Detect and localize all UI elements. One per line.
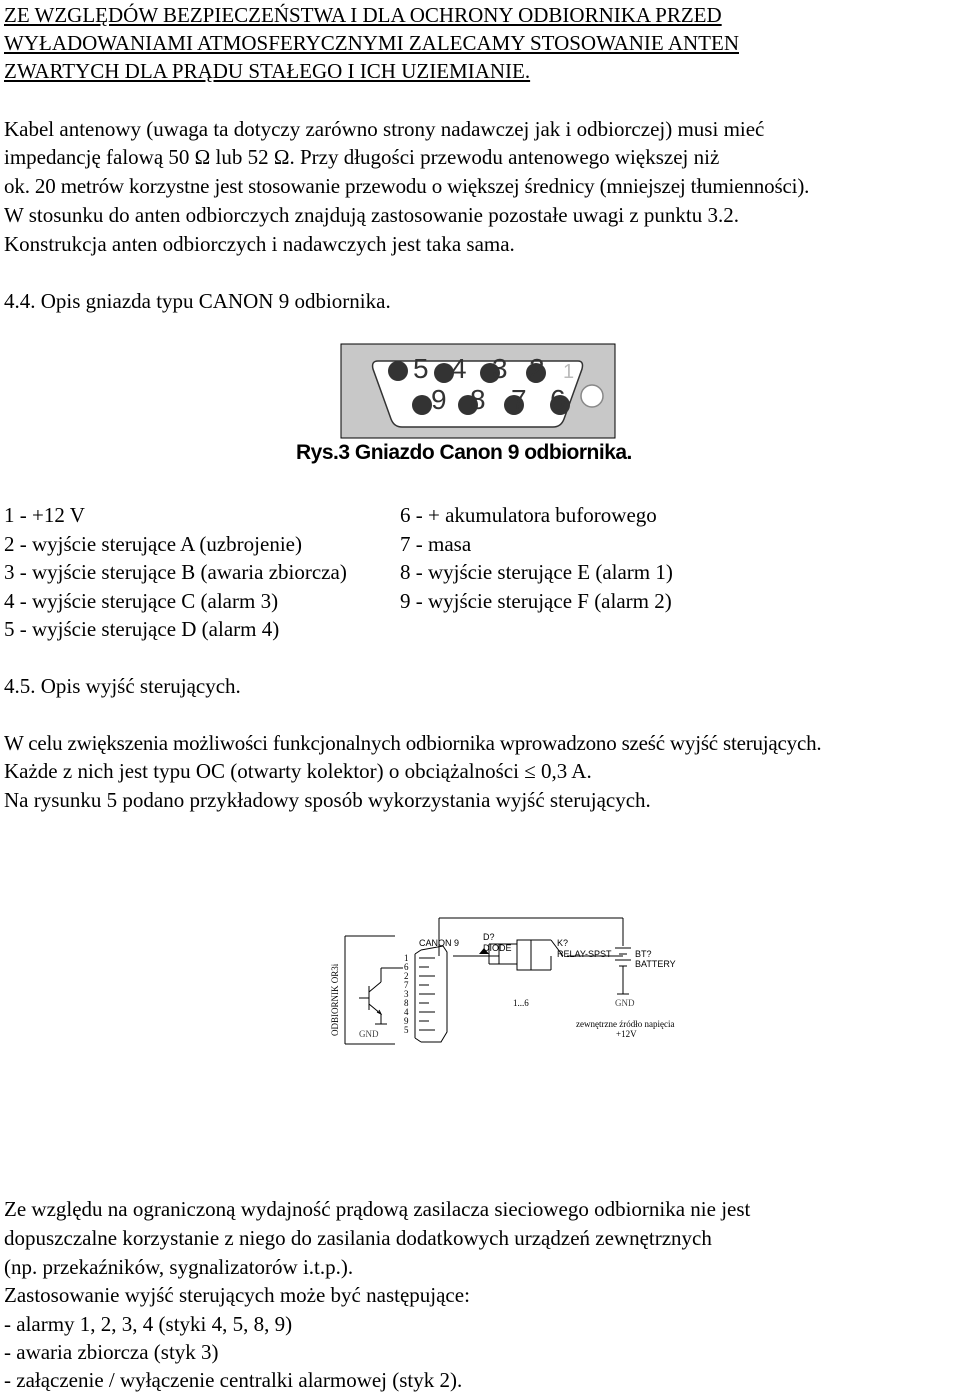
cable-line-2: impedancję falową 50 Ω lub 52 Ω. Przy długości przewodu antenowego większej niż: [4, 145, 720, 169]
warning-line-2: WYŁADOWANIAMI ATMOSFERYCZNYMI ZALECAMY STOSOWANIE ANTEN: [4, 31, 739, 55]
cable-line-5: Konstrukcja anten odbiorczych i nadawczych jest taka sama.: [4, 232, 515, 256]
output-schematic-figure: [323, 916, 676, 1046]
connector-caption: Rys.3 Gniazdo Canon 9 odbiornika.: [296, 441, 632, 464]
receiver-label: ODBIORNIK OR3i: [330, 963, 340, 1036]
closing-line-3: (np. przekaźników, sygnalizatorów i.t.p.).: [4, 1255, 354, 1279]
connector-pin-8: 8: [470, 384, 486, 415]
pin-desc-9: 9 - wyjście sterujące F (alarm 2): [400, 588, 672, 613]
battery-ref: BT?: [635, 949, 652, 959]
warning-line-3: ZWARTYCH DLA PRĄDU STAŁEGO I ICH UZIEMIANIE.: [4, 59, 531, 83]
pin-desc-6: 6 - + akumulatora buforowego: [400, 503, 657, 527]
section-4-4-heading: 4.4. Opis gniazda typu CANON 9 odbiornika.: [4, 289, 391, 313]
canon-9-connector-figure: [340, 343, 616, 439]
conn-pin-1: 1: [404, 953, 409, 963]
cable-line-1: Kabel antenowy (uwaga ta dotyczy zarówno strony nadawczej jak i odbiorczej) musi mieć: [4, 117, 765, 141]
closing-line-7: - załączenie / wyłączenie centralki alarmowej (styk 2).: [4, 1368, 463, 1392]
canon-9-label: CANON 9: [419, 938, 460, 948]
pin-desc-7: 7 - masa: [400, 531, 472, 556]
conn-pin-4: 4: [404, 1007, 409, 1017]
pin-list-right: [400, 501, 673, 615]
closing-line-2: dopuszczalne korzystanie z niego do zasilania dodatkowych urządzeń zewnętrznych: [4, 1226, 712, 1250]
outputs-line-3: Na rysunku 5 podano przykładowy sposób wykorzystania wyjść sterujących.: [4, 788, 651, 812]
gnd-left-label: GND: [359, 1029, 379, 1039]
outputs-range-label: 1...6: [513, 998, 529, 1008]
connector-pin-1: 1: [563, 361, 575, 383]
cable-line-3: ok. 20 metrów korzystne jest stosowanie przewodu o większej średnicy (mniejszej tłumienności).: [4, 174, 810, 198]
conn-pin-2: 2: [404, 971, 409, 981]
pin-list-left: [4, 501, 347, 644]
warning-line-1: ZE WZGLĘDÓW BEZPIECZEŃSTWA I DLA OCHRONY ODBIORNIKA PRZED: [4, 3, 722, 27]
diode-label: DIODE: [483, 943, 512, 953]
outputs-line-2: Każde z nich jest typu OC (otwarty kolektor) o obciążalności ≤ 0,3 A.: [4, 759, 592, 783]
closing-line-4: Zastosowanie wyjść sterujących może być następujące:: [4, 1283, 470, 1307]
pin-desc-3: 3 - wyjście sterujące B (awaria zbiorcza): [4, 560, 347, 584]
closing-line-5: - alarmy 1, 2, 3, 4 (styki 4, 5, 8, 9): [4, 1312, 293, 1336]
conn-pin-6: 6: [404, 962, 409, 972]
connector-pin-2: 2: [529, 353, 545, 384]
conn-pin-9: 9: [404, 1016, 409, 1026]
pin-desc-4: 4 - wyjście sterujące C (alarm 3): [4, 588, 279, 613]
conn-pin-3: 3: [404, 989, 409, 999]
diode-ref: D?: [483, 932, 495, 942]
cable-line-4: W stosunku do anten odbiorczych znajdują zastosowanie pozostałe uwagi z punktu 3.2.: [4, 203, 740, 227]
ext-source-label-2: +12V: [616, 1029, 637, 1039]
outputs-line-1: W celu zwiększenia możliwości funkcjonalnych odbiornika wprowadzono sześć wyjść sterujących.: [4, 731, 822, 755]
conn-pin-5: 5: [404, 1025, 409, 1035]
closing-line-1: Ze względu na ograniczoną wydajność prądową zasilacza sieciowego odbiornika nie jest: [4, 1197, 751, 1221]
connector-pin-6: 6: [550, 384, 566, 415]
pin-desc-8: 8 - wyjście sterujące E (alarm 1): [400, 560, 673, 584]
connector-pin-3: 3: [492, 353, 508, 384]
ext-source-label-1: zewnętrzne źródło napięcia: [576, 1019, 675, 1029]
section-4-5-heading: 4.5. Opis wyjść sterujących.: [4, 674, 241, 698]
battery-label: BATTERY: [635, 959, 676, 969]
connector-pin-9: 9: [431, 384, 447, 415]
relay-label: RELAY-SPST: [557, 949, 612, 959]
gnd-right-label: GND: [615, 998, 635, 1008]
connector-pin-4: 4: [451, 353, 467, 384]
conn-pin-8: 8: [404, 998, 409, 1008]
conn-pin-7: 7: [404, 980, 409, 990]
connector-pin-7: 7: [511, 384, 527, 415]
pin-desc-5: 5 - wyjście sterujące D (alarm 4): [4, 617, 280, 641]
pin-desc-1: 1 - +12 V: [4, 503, 85, 527]
relay-ref: K?: [557, 938, 569, 948]
closing-line-6: - awaria zbiorcza (styk 3): [4, 1340, 219, 1364]
pin-desc-2: 2 - wyjście sterujące A (uzbrojenie): [4, 531, 302, 556]
connector-pin-5: 5: [413, 353, 429, 384]
